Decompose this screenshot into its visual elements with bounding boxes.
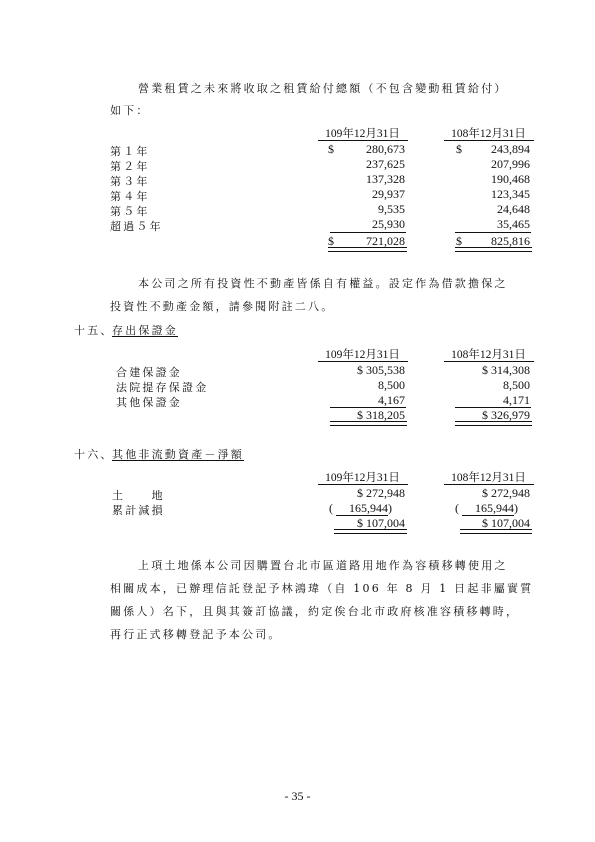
lease-subtotal-rule-108 — [455, 232, 531, 233]
lease-dollar-sign: $ — [328, 142, 334, 156]
impairment-value-108: 165,944 — [475, 501, 514, 515]
assets-total-108: $ 107,004 — [482, 516, 530, 530]
lease-row-value-108: 243,894 — [491, 142, 530, 156]
lease-row-label: 第５年 — [110, 205, 150, 218]
assets-col1-header-rule — [318, 484, 408, 485]
investment-property-para-line2: 投資性不動產金額，請參閱附註二八。 — [110, 300, 335, 313]
lease-subtotal-rule-109 — [330, 232, 406, 233]
lease-row-value-108: 207,996 — [491, 157, 530, 171]
land-note-line3: 關係人）名下，且與其簽訂協議，約定俟台北市政府核准容積移轉時， — [110, 605, 520, 618]
assets-total-double-rule-109 — [334, 529, 407, 534]
section-16-title: 其他非流動資產－淨額 — [112, 448, 244, 461]
section-15-number: 十五、 — [74, 324, 114, 337]
lease-intro-line1: 營業租賃之未來將收取之租賃給付總額（不包含變動租賃給付） — [138, 82, 508, 95]
impairment-close-paren-108: ) — [514, 501, 518, 515]
lease-row-label: 第４年 — [110, 190, 150, 203]
deposits-col2-header-rule — [444, 361, 534, 362]
lease-row-value-109: 137,328 — [366, 172, 405, 186]
deposits-total-108: $ 326,979 — [482, 408, 530, 422]
deposits-total-109: $ 318,205 — [357, 408, 405, 422]
impairment-open-paren-108: ( — [455, 501, 459, 515]
assets-col2-header-rule — [444, 484, 534, 485]
lease-row-value-108: 24,648 — [497, 202, 530, 216]
investment-property-para-line1: 本公司之所有投資性不動產皆係自有權益。設定作為借款擔保之 — [138, 277, 508, 290]
page-number: - 35 - — [284, 789, 311, 803]
deposits-col2-header: 108年12月31日 — [451, 349, 526, 361]
lease-row-value-109: 29,937 — [372, 187, 405, 201]
lease-row-value-109: 9,535 — [378, 202, 405, 216]
impairment-open-paren-109: ( — [329, 501, 333, 515]
lease-row-value-108: 35,465 — [497, 217, 530, 231]
lease-intro-line2: 如下： — [110, 104, 150, 117]
assets-total-double-rule-108 — [460, 529, 532, 534]
land-note-line1: 上項土地係本公司因購置台北市區道路用地作為容積移轉使用之 — [138, 559, 508, 572]
assets-col2-header: 108年12月31日 — [451, 472, 526, 484]
deposit-row-label: 法院提存保證金 — [116, 381, 209, 394]
lease-row-value-109: 25,930 — [372, 217, 405, 231]
lease-total-dollar-sign: $ — [456, 234, 462, 248]
land-note-line4: 再行正式移轉登記予本公司。 — [110, 628, 282, 641]
deposits-total-double-rule-109 — [330, 421, 407, 426]
deposit-row-value-108: 4,171 — [503, 393, 530, 407]
lease-col2-header-rule — [444, 140, 534, 141]
lease-col1-header-rule — [318, 140, 408, 141]
assets-row-label-impairment: 累計減損 — [112, 504, 165, 517]
assets-col1-header: 109年12月31日 — [325, 472, 400, 484]
lease-total-double-rule-109 — [328, 247, 407, 252]
deposit-row-value-108: $ 314,308 — [482, 363, 530, 377]
lease-col2-header: 108年12月31日 — [451, 128, 526, 140]
lease-total-dollar-sign: $ — [328, 234, 334, 248]
lease-row-label: 超過５年 — [110, 220, 163, 233]
assets-row-label-land: 土 地 — [112, 489, 165, 502]
deposit-row-value-109: $ 305,538 — [357, 363, 405, 377]
lease-row-label: 第２年 — [110, 160, 150, 173]
land-note-line2: 相關成本，已辦理信託登記予林鴻瑋（自 106 年 8 月 1 日起非屬實質 — [110, 582, 534, 595]
lease-dollar-sign: $ — [456, 142, 462, 156]
impairment-close-paren-109: ) — [388, 501, 392, 515]
section-16-number: 十六、 — [74, 448, 114, 461]
impairment-value-109: 165,944 — [349, 501, 388, 515]
lease-col1-header: 109年12月31日 — [325, 128, 400, 140]
deposits-col1-header-rule — [318, 361, 408, 362]
deposit-row-value-108: 8,500 — [503, 378, 530, 392]
deposits-total-double-rule-108 — [455, 421, 532, 426]
assets-total-109: $ 107,004 — [357, 516, 405, 530]
lease-row-label: 第１年 — [110, 145, 150, 158]
lease-row-label: 第３年 — [110, 175, 150, 188]
deposit-row-label: 合建保證金 — [116, 366, 182, 379]
deposits-col1-header: 109年12月31日 — [325, 349, 400, 361]
lease-total-double-rule-108 — [455, 247, 532, 252]
lease-row-value-109: 280,673 — [366, 142, 405, 156]
lease-row-value-108: 123,345 — [491, 187, 530, 201]
deposit-row-value-109: 4,167 — [378, 393, 405, 407]
lease-total-109: 721,028 — [366, 234, 405, 248]
lease-total-108: 825,816 — [491, 234, 530, 248]
section-15-title: 存出保證金 — [112, 324, 178, 337]
assets-land-value-109: $ 272,948 — [357, 486, 405, 500]
deposit-row-label: 其他保證金 — [116, 396, 182, 409]
deposit-row-value-109: 8,500 — [378, 378, 405, 392]
lease-row-value-109: 237,625 — [366, 157, 405, 171]
lease-row-value-108: 190,468 — [491, 172, 530, 186]
assets-land-value-108: $ 272,948 — [482, 486, 530, 500]
